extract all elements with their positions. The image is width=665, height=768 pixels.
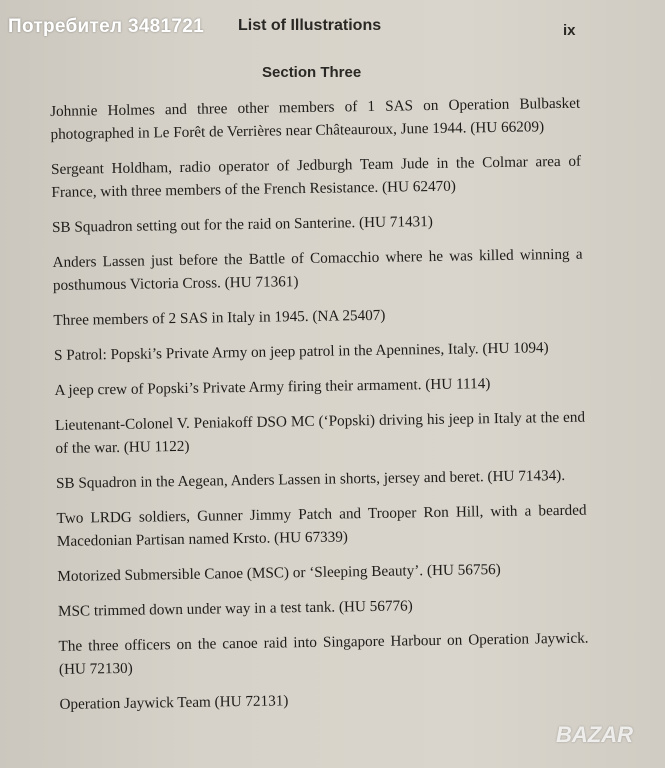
illustration-entry: Three members of 2 SAS in Italy in 1945. (NA 25407) (53, 306, 386, 329)
illustration-entry: Operation Jaywick Team (HU 72131) (59, 692, 289, 713)
bazar-logo: BAZAR (556, 722, 633, 747)
illustration-entry: A jeep crew of Popski’s Private Army firing their armament. (HU 1114) (54, 375, 491, 399)
illustration-entry: The three officers on the canoe raid into Singapore Harbour on Operation Jaywick. (HU 72130) (58, 629, 589, 678)
illustration-entry: Lieutenant-Colonel V. Peniakoff DSO MC (‘Popski) driving his jeep in Italy at the end of the war. (HU 1122) (54, 408, 586, 457)
illustration-entry: MSC trimmed down under way in a test tank. (HU 56776) (57, 597, 413, 620)
illustration-entry: SB Squadron setting out for the raid on Santerine. (HU 71431) (51, 213, 433, 236)
illustration-entry: SB Squadron in the Aegean, Anders Lassen in shorts, jersey and beret. (HU 71434). (55, 466, 566, 492)
illustration-entry: Motorized Submersible Canoe (MSC) or ‘Sleeping Beauty’. (HU 56756) (57, 560, 501, 585)
page-number: ix (563, 22, 576, 39)
illustration-list (50, 92, 590, 728)
illustration-entry: Sergeant Holdham, radio operator of Jedburgh Team Jude in the Colmar area of France, with three members of the French Resistance. (HU 62470) (50, 152, 582, 201)
illustration-entry: Johnnie Holmes and three other members of 1 SAS on Operation Bulbasket photographed in Le Forêt de Verrières near Châteauroux, June 1944. (HU 66209) (50, 94, 581, 143)
illustration-entry: S Patrol: Popski’s Private Army on jeep patrol in the Apennines, Italy. (HU 1094) (53, 339, 549, 364)
illustration-entry: Two LRDG soldiers, Gunner Jimmy Patch and Trooper Ron Hill, with a bearded Macedonian Partisan named Krsto. (HU 67339) (56, 501, 587, 550)
user-watermark: Потребител 3481721 (8, 16, 205, 37)
illustration-entry: Anders Lassen just before the Battle of Comacchio where he was killed winning a posthumous Victoria Cross. (HU 71361) (52, 245, 583, 294)
running-head: List of Illustrations (238, 17, 382, 34)
section-title: Section Three (262, 64, 362, 81)
